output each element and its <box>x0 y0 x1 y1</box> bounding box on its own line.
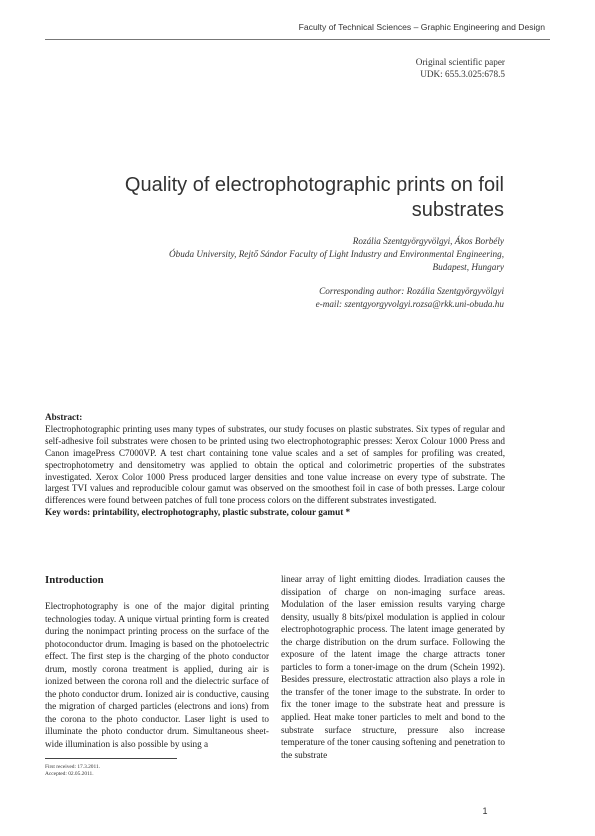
author-names: Rozália Szentgyörgyvölgyi, Ákos Borbély <box>352 236 504 246</box>
affiliation: Óbuda University, Rejtő Sándor Faculty of Light Industry and Environmental Engineering, <box>169 248 504 259</box>
accepted-date: Accepted: 02.05.2011. <box>45 770 94 777</box>
introduction-text-left: Electrophotography is one of the major digital printing technologies today. A unique virtual printing form is created during the nonimpact printing process on the surface of the photoconductor drum. Imaging is based on the photoelectric effect. The first step is the charging of the photo conductor drum, mostly corona treatment is applied, during air is ionized between the corona roll and the dielectric surface of the photo conductor drum. Ionized air is conductive, causing the migration of charged particles (electrons and ions) from the corona to the photo conductor. Laser light is used to illuminate the photo conductor drum. Simultaneous sheet-wide illumination is also possible by using a <box>45 601 269 750</box>
right-column <box>281 573 505 761</box>
correspondence-block <box>60 285 504 310</box>
page-number: 1 <box>482 806 488 816</box>
paper-type: Original scientific paper <box>415 57 505 67</box>
email-address: e-mail: szentgyorgyvolgyi.rozsa@rkk.uni-obuda.hu <box>315 298 504 309</box>
header-divider <box>45 39 550 40</box>
abstract-label: Abstract: <box>45 412 83 422</box>
keywords: Key words: printability, electrophotography, plastic substrate, colour gamut * <box>45 507 351 518</box>
introduction-text-right: linear array of light emitting diodes. Irradiation causes the dissipation of charge on non-imaging surface areas. Modulation of the laser emission results varying charge density, usually 8 bits/pixel modulation is applied in colour electrophotographic process. The latent image generated by the charge distribution on the drum surface. Following the exposure of the latent image the charge attracts toner particles to form a toner-image on the drum (Schein 1992). Besides pressure, electrostatic attraction also plays a role in the transfer of the toner image to the substrate. In order to fix the toner image to the substrate heat and pressure is applied. Heat make toner particles to melt and bond to the substrate surface structure, pressure also increase temperature of the toner causing softening and penetration to the substrate <box>281 574 505 760</box>
article-title: Quality of electrophotographic prints on foil substrates <box>124 174 504 221</box>
abstract <box>45 412 505 519</box>
left-column <box>45 572 269 751</box>
footnote <box>45 764 100 777</box>
corresponding-author: Corresponding author: Rozália Szentgyörgyvölgyi <box>319 286 504 296</box>
paper-meta <box>416 56 505 80</box>
received-date: First received: 17.3.2011. <box>45 764 101 770</box>
section-heading-introduction: Introduction <box>45 574 104 586</box>
location: Budapest, Hungary <box>432 261 504 272</box>
footnote-divider <box>45 758 177 759</box>
running-head: Faculty of Technical Sciences – Graphic Engineering and Design <box>298 22 545 32</box>
abstract-text: Electrophotographic printing uses many types of substrates, our study focuses on plastic substrates. Six types of regular and self-adhesive foil substrates were chosen to be printed using two electrophotographic presses: Xerox Colour 1000 Press and Canon imagePress C7000VP. A test chart containing tone value scales and a set of samples for profiling was created, spectrophotometry and densitometry was applied to obtain the optical and colorimetric properties of the substrates investigated. Xerox Color 1000 Press produced larger densities and tone value increase on every type of substrate. The largest TVI values and reproducible colour gamut was observed on the smoothest foil in case of both presses. Large colour differences were found between patches of full tone process colors on the different substrates investigated. <box>45 423 505 506</box>
udk-code: UDK: 655.3.025:678.5 <box>420 69 505 79</box>
author-block <box>60 235 504 273</box>
